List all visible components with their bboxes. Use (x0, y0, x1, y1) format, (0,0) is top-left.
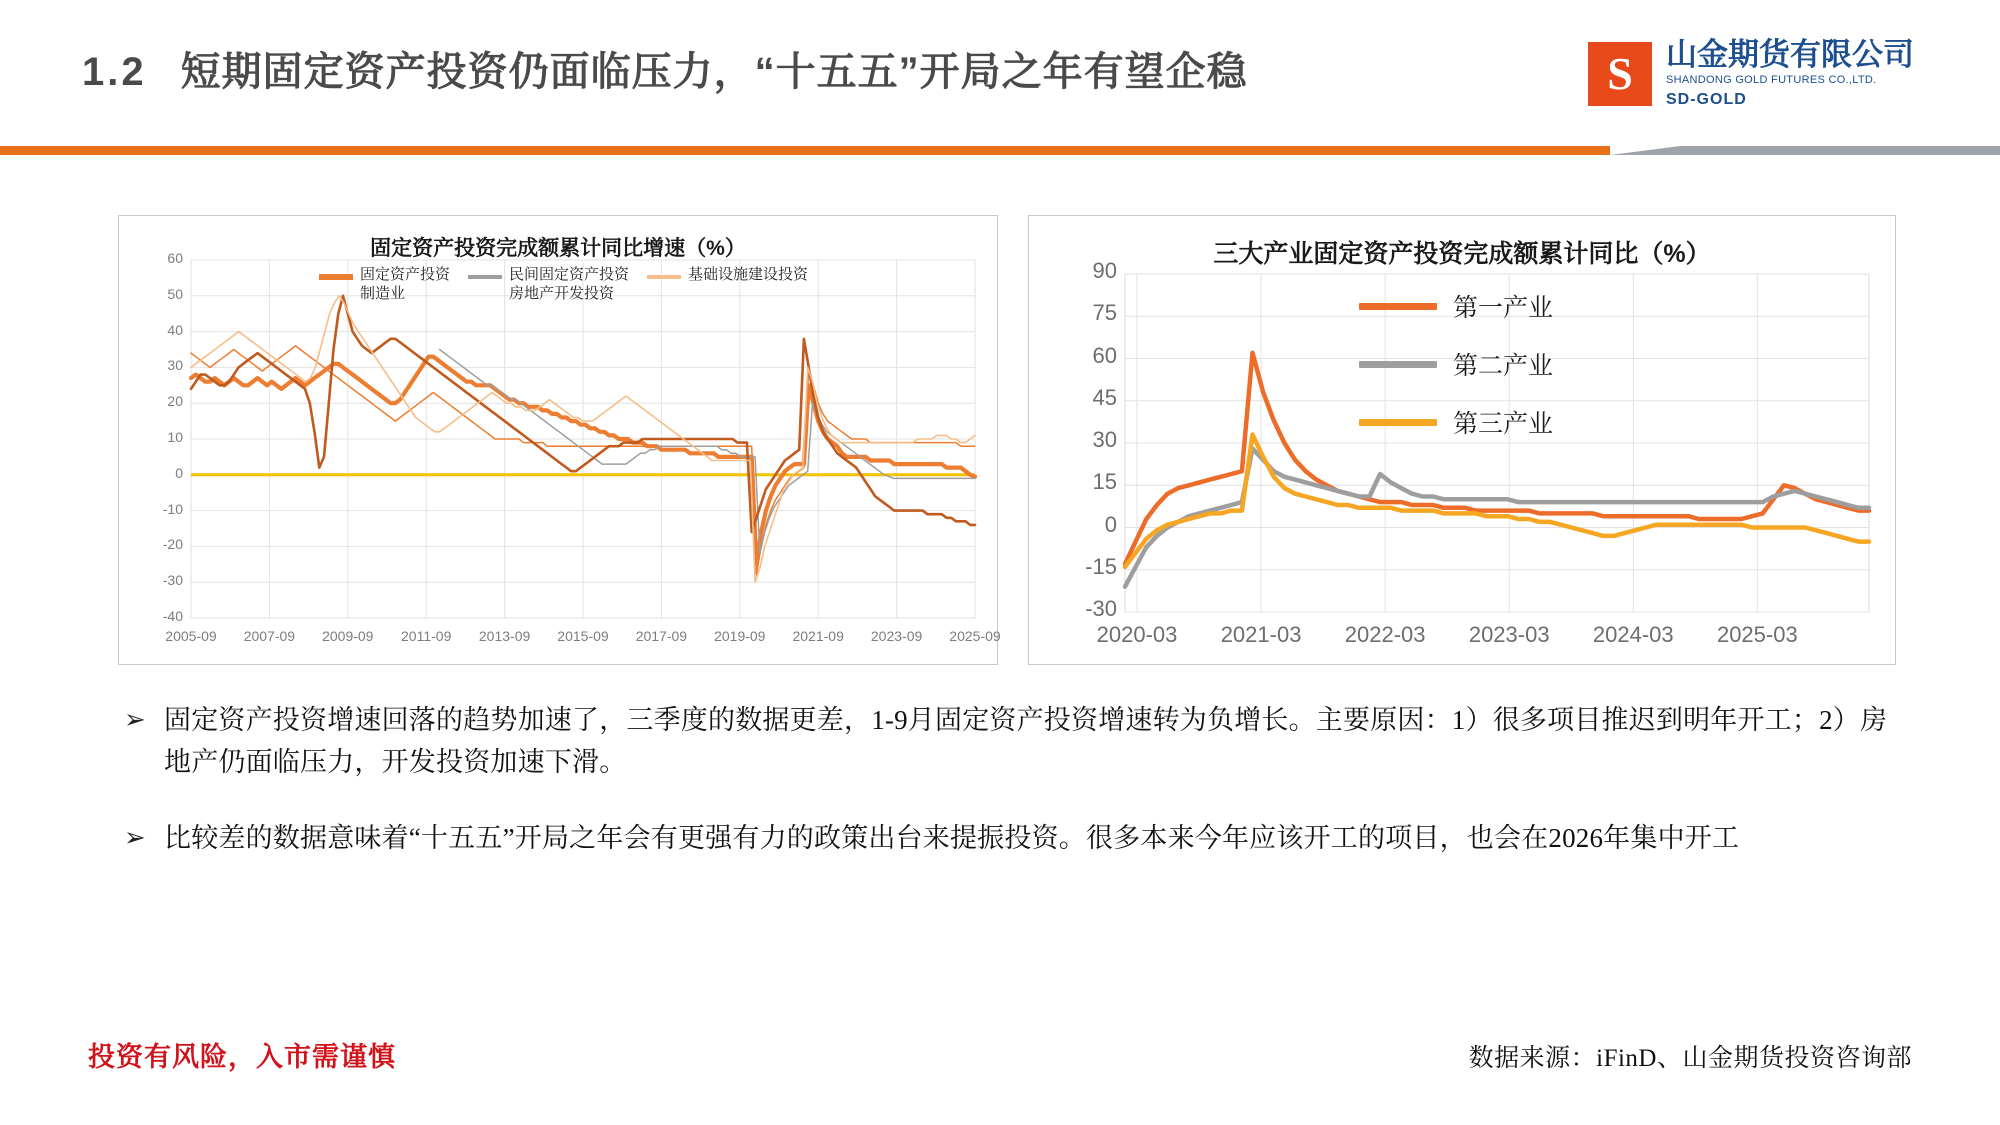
x-axis-tick-label: 2022-03 (1344, 622, 1426, 647)
y-axis-tick-label: 75 (1092, 300, 1117, 326)
slide-header (0, 0, 2000, 155)
x-axis-tick-label: 2023-03 (1468, 622, 1550, 647)
y-axis-tick-label: -20 (162, 536, 183, 553)
legend-swatch (1359, 303, 1437, 310)
bullet-item (118, 818, 1908, 860)
y-axis-tick-label: 0 (175, 464, 183, 481)
y-axis-tick-label: 90 (1092, 258, 1117, 284)
legend-swatch (647, 275, 681, 279)
x-axis-tick-label: 2005-09 (165, 628, 217, 644)
legend-swatch (319, 274, 353, 280)
bullet-text: 比较差的数据意味着“十五五”开局之年会有更强有力的政策出台来提振投资。很多本来今年应该开工的项目，也会在2026年集中开工 (164, 822, 1740, 853)
logo-brand-code: SD-GOLD (1666, 91, 1747, 109)
chart-fixed-asset-investment (118, 215, 1001, 665)
chart-right-title: 三大产业固定资产投资完成额累计同比（%） (1213, 240, 1711, 268)
legend-labels (688, 266, 808, 285)
x-axis-tick-label: 2025-09 (949, 628, 1001, 644)
chart-right-plot (1029, 216, 1897, 666)
y-axis-tick-label: 60 (167, 249, 183, 266)
y-axis-tick-label: 15 (1092, 469, 1117, 495)
x-axis-tick-label: 2024-03 (1592, 622, 1674, 647)
page-title (82, 40, 1248, 97)
x-axis-tick-label: 2021-03 (1220, 622, 1302, 647)
bullet-text: 固定资产投资增速回落的趋势加速了，三季度的数据更差，1-9月固定资产投资增速转为负增长。主要原因：1）很多项目推迟到明年开工；2）房地产仍面临压力，开发投资加速下滑。 (164, 705, 1888, 777)
y-axis-tick-label: 45 (1092, 384, 1117, 410)
legend-swatch (1359, 361, 1437, 368)
legend-label: 制造业 (360, 284, 406, 302)
header-divider-wedge (1610, 146, 1680, 155)
bullet-item (118, 700, 1908, 784)
x-axis-tick-label: 2021-09 (792, 628, 844, 644)
risk-disclaimer: 投资有风险，入市需谨慎 (88, 1042, 396, 1072)
legend-label: 第三产业 (1453, 410, 1554, 438)
x-axis-tick-label: 2007-09 (243, 628, 296, 644)
x-axis-tick-label: 2009-09 (322, 628, 374, 644)
company-logo (1588, 33, 1958, 115)
legend-swatch (1359, 419, 1437, 426)
legend-label: 第一产业 (1453, 294, 1554, 322)
x-axis-tick-label: 2011-09 (401, 628, 452, 644)
y-axis-tick-label: -30 (1085, 596, 1117, 622)
chart-left-title: 固定资产投资完成额累计同比增速（%） (370, 237, 746, 260)
y-axis-tick-label: 10 (167, 428, 183, 445)
logo-company-cn: 山金期货有限公司 (1666, 37, 1914, 73)
legend-item[interactable] (1359, 346, 1553, 382)
legend-item[interactable] (647, 266, 808, 304)
x-axis-tick-label: 2023-09 (870, 628, 923, 644)
bullet-list (118, 700, 1908, 894)
y-axis-tick-label: 50 (167, 285, 183, 302)
y-axis-tick-label: -15 (1085, 553, 1117, 579)
x-axis-tick-label: 2017-09 (635, 628, 688, 644)
x-axis-tick-label: 2020-03 (1096, 622, 1178, 647)
bullet-marker-icon: ➢ (124, 822, 146, 852)
legend-label: 固定资产投资 (360, 266, 451, 283)
legend-item[interactable] (468, 266, 629, 304)
chart-right-legend (1359, 288, 1553, 462)
y-axis-tick-label: 40 (167, 321, 183, 338)
y-axis-tick-label: -10 (162, 500, 183, 517)
title-text: 短期固定资产投资仍面临压力，“十五五”开局之年有望企稳 (180, 50, 1248, 94)
legend-labels (360, 266, 450, 304)
y-axis-tick-label: -30 (162, 572, 183, 589)
chart-left-legend (319, 266, 939, 304)
legend-label: 房地产开发投资 (509, 284, 615, 302)
x-axis-tick-label: 2025-03 (1716, 622, 1798, 647)
legend-item[interactable] (319, 266, 450, 304)
x-axis-tick-label: 2015-09 (557, 628, 609, 644)
logo-company-en: SHANDONG GOLD FUTURES CO.,LTD. (1666, 73, 1877, 86)
legend-label: 第二产业 (1453, 352, 1554, 380)
y-axis-tick-label: 30 (1092, 427, 1117, 453)
y-axis-tick-label: -40 (162, 607, 183, 624)
bullet-marker-icon: ➢ (124, 705, 146, 734)
y-axis-tick-label: 0 (1104, 511, 1117, 537)
data-source: 数据来源：iFinD、山金期货投资咨询部 (1468, 1045, 1912, 1072)
chart-three-industries (1028, 215, 1896, 665)
x-axis-tick-label: 2013-09 (478, 628, 531, 644)
header-divider (0, 146, 1610, 155)
legend-label: 民间固定资产投资 (509, 266, 630, 283)
y-axis-tick-label: 30 (167, 357, 183, 374)
chart-left-plot (119, 216, 999, 666)
y-axis-tick-label: 60 (1092, 342, 1117, 368)
logo-letter: S (1607, 48, 1633, 99)
section-number: 1.2 (82, 50, 147, 94)
legend-swatch (468, 275, 502, 279)
legend-label: 基础设施建设投资 (688, 266, 809, 283)
legend-labels (509, 266, 629, 304)
x-axis-tick-label: 2019-09 (714, 628, 766, 644)
logo-text-block (1666, 39, 1914, 109)
y-axis-tick-label: 20 (167, 393, 183, 410)
legend-item[interactable] (1359, 288, 1553, 324)
logo-mark-icon (1588, 42, 1652, 106)
header-divider-gray (1680, 146, 2000, 155)
legend-item[interactable] (1359, 404, 1553, 440)
